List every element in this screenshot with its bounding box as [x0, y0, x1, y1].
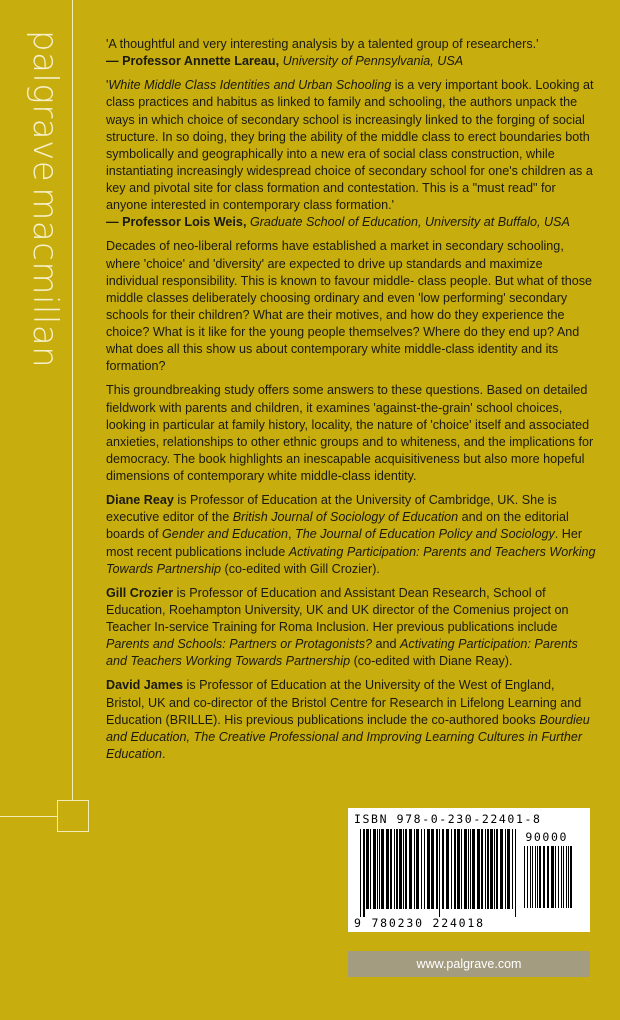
barcode-bar [390, 829, 392, 909]
barcode-bar [535, 846, 536, 908]
endorsement-quote: is a very important book. Looking at class practices and habitus as linked to family and schooling, the authors unpack the ways in which choice of secondary school is increasingly linked to the forging of social structure. In so doing, they bring the ability of the middle class to erect boundaries both symbolically and geographically into a new era of social class construction, while instantiating increasingly widespread choice of secondary school for one's children as a key and pivotal site for class formation and contestation. This is a "must read" for anyone interested in contemporary class formation.' [106, 78, 594, 213]
barcode-bar [427, 829, 430, 909]
decorative-rule [0, 816, 57, 817]
endorsement-quote: 'A thoughtful and very interesting analysis by a talented group of researchers.' [106, 37, 539, 51]
barcode-bar [457, 829, 460, 909]
barcode-bar [414, 829, 415, 909]
endorser-affiliation: Graduate School of Education, University at Buffalo, USA [249, 215, 570, 230]
barcode-bars-main [360, 829, 520, 917]
barcode-bar [566, 846, 567, 908]
bio-italic: Bourdieu and Education, The Creative Professional and Improving Learning Cultures in Further Education [106, 712, 590, 761]
barcode-bar [570, 846, 572, 908]
barcode-bars-addon [524, 846, 576, 916]
bio-text: (co-edited with Diane Reay). [350, 654, 513, 669]
bio-italic: Gender and Education [162, 527, 289, 542]
barcode-bar [370, 829, 371, 909]
decorative-square [57, 800, 89, 832]
isbn-barcode [348, 808, 590, 932]
barcode-bar [403, 829, 404, 909]
barcode-bar [405, 829, 407, 909]
book-title: White Middle Class Identities and Urban Schooling [108, 78, 392, 93]
barcode-bar [555, 846, 556, 908]
barcode-bar [551, 846, 554, 908]
barcode-bar [373, 829, 376, 909]
barcode-bar [496, 829, 498, 909]
author-bio-james [106, 677, 596, 763]
ean-digits: 9 780230 224018 [354, 916, 485, 930]
publisher-logo [25, 30, 65, 369]
barcode-bar [532, 846, 533, 908]
author-name: David James [106, 678, 184, 693]
barcode-bar [396, 829, 398, 909]
endorser-name: — Professor Lois Weis, [106, 215, 247, 230]
barcode-bar [530, 846, 531, 908]
author-bio-reay [106, 492, 596, 578]
bio-text: (co-edited with Gill Crozier). [221, 561, 380, 576]
barcode-bar [515, 829, 516, 917]
logo-line-macmillan: macmillan [25, 187, 65, 369]
barcode-bar [446, 829, 449, 909]
barcode-bar [561, 846, 562, 908]
endorsement-lareau [106, 36, 596, 70]
bio-text: . Her most recent publications include [106, 527, 583, 559]
barcode-bar [490, 829, 493, 909]
blurb-paragraph-1: Decades of neo-liberal reforms have established a market in secondary schooling, where 'choice' and 'diversity' are expected to drive up standards and maximize individual responsibility. This is known to favour middle- class people. But what of those middle classes deliberately choosing ordinary and even 'low performing' secondary schools for their children? What are their motives, and how do they experience the choice? What is it like for the young people themselves? Where do they end up? And what does all this show us about contemporary white middle-class identity and its formation? [106, 239, 593, 374]
spine-divider-line [72, 0, 73, 800]
endorser-name: — Professor Annette Lareau, [106, 54, 280, 69]
barcode-bar [461, 829, 462, 909]
barcode-bar [558, 846, 559, 908]
barcode-bar [543, 846, 545, 908]
barcode-bar [512, 829, 513, 909]
endorser-affiliation: University of Pennsylvania, USA [282, 54, 464, 69]
bio-text: and on the editorial boards of [106, 510, 569, 542]
barcode-bar [537, 846, 538, 908]
barcode-bar [485, 829, 486, 909]
barcode-bar [381, 829, 384, 909]
barcode-bar [454, 829, 456, 909]
bio-italic: British Journal of Sociology of Education [232, 510, 459, 525]
bio-text: and [372, 637, 401, 652]
bio-italic: Activating Participation: Parents and Teachers Working Towards Partnership [106, 637, 578, 669]
barcode-bar [470, 829, 471, 909]
barcode-bar [416, 829, 419, 909]
barcode-bar [472, 829, 475, 909]
bio-text: . [162, 746, 166, 761]
publisher-website[interactable]: www.palgrave.com [348, 951, 590, 977]
barcode-bar [436, 829, 438, 909]
barcode-bar [439, 829, 440, 917]
barcode-bar [431, 829, 434, 909]
barcode-bar [421, 829, 422, 909]
barcode-bar [464, 829, 467, 909]
barcode-bar [539, 846, 541, 908]
author-name: Gill Crozier [106, 585, 174, 600]
barcode-bar [507, 829, 510, 909]
barcode-bar [363, 829, 365, 917]
logo-line-palgrave: palgrave [25, 30, 65, 183]
barcode-bar [409, 829, 412, 909]
barcode-bar [394, 829, 395, 909]
barcode-bar [500, 829, 503, 909]
endorsement-attribution [106, 214, 596, 231]
endorsement-attribution [106, 53, 596, 70]
price-code: 90000 [525, 830, 568, 844]
barcode-bar [442, 829, 444, 909]
bio-text: is Professor of Education and Assistant Dean Research, School of Education, Roehampton University, UK and UK director of the Comenius project on Teacher In-service Training for Roma Inclusion. Her previous publications include [106, 585, 569, 634]
barcode-bar [563, 846, 564, 908]
barcode-bar [379, 829, 380, 909]
bio-italic: The Journal of Education Policy and Sociology [295, 527, 555, 542]
barcode-bar [360, 829, 361, 917]
bio-italic: Activating Participation: Parents and Teachers Working Towards Partnership [106, 544, 596, 576]
isbn-label: ISBN 978-0-230-22401-8 [354, 812, 542, 826]
barcode-bar [494, 829, 495, 909]
barcode-bar [477, 829, 480, 909]
barcode-bar [399, 829, 402, 909]
barcode-bar [524, 846, 525, 908]
bio-italic: Parents and Schools: Partners or Protagonists? [106, 637, 373, 652]
barcode-bar [377, 829, 378, 909]
blurb-paragraph-2: This groundbreaking study offers some answers to these questions. Based on detailed fieldwork with parents and children, it examines 'against-the-grain' school choices, looking in particular at family history, locality, the nature of 'choice' itself and associated anxieties, relationships to other ethnic groups and to whiteness, and the implications for democracy. The book highlights an inescapable acquisitiveness but also more hopeful dimensions of contemporary white middle-class identity. [106, 383, 594, 483]
barcode-bar [366, 829, 369, 909]
author-bio-crozier [106, 585, 596, 671]
barcode-bar [386, 829, 389, 909]
bio-text: , [288, 527, 296, 542]
barcode-bar [568, 846, 569, 908]
back-cover-text [106, 36, 596, 770]
author-name: Diane Reay [106, 493, 174, 508]
barcode-bar [487, 829, 489, 909]
bio-text: is Professor of Education at the University of the West of England, Bristol, UK and co-director of the Bristol Centre for Research in Lifelong Learning and Education (BRILLE). His previous publications include the co-authored books [106, 678, 582, 727]
barcode-bar [451, 829, 452, 909]
bio-text: is Professor of Education at the University of Cambridge, UK. She is executive editor of the [106, 493, 557, 525]
barcode-bar [481, 829, 483, 909]
barcode-bar [527, 846, 528, 908]
barcode-bar [505, 829, 506, 909]
barcode-bar [424, 829, 425, 909]
barcode-bar [468, 829, 469, 909]
endorsement-weis: 'White Middle Class Identities and Urban Schooling is a very important book. Looking at class practices and habitus as linked to family and schooling, the authors unpack the ways in which choice of secondary school is increasingly linked to the forging of social structure. In so doing, they bring the ability of the middle class to erect boundaries both symbolically and geographically into a new era of social class construction, while instantiating increasingly widespread choice of secondary school for one's children as a key and pivotal site for class formation and contestation. This is a "must read" for anyone interested in contemporary class formation.' — Professor Lois Weis, Graduate School of Education, University at Buffalo, USA [106, 77, 596, 231]
barcode-bar [547, 846, 549, 908]
